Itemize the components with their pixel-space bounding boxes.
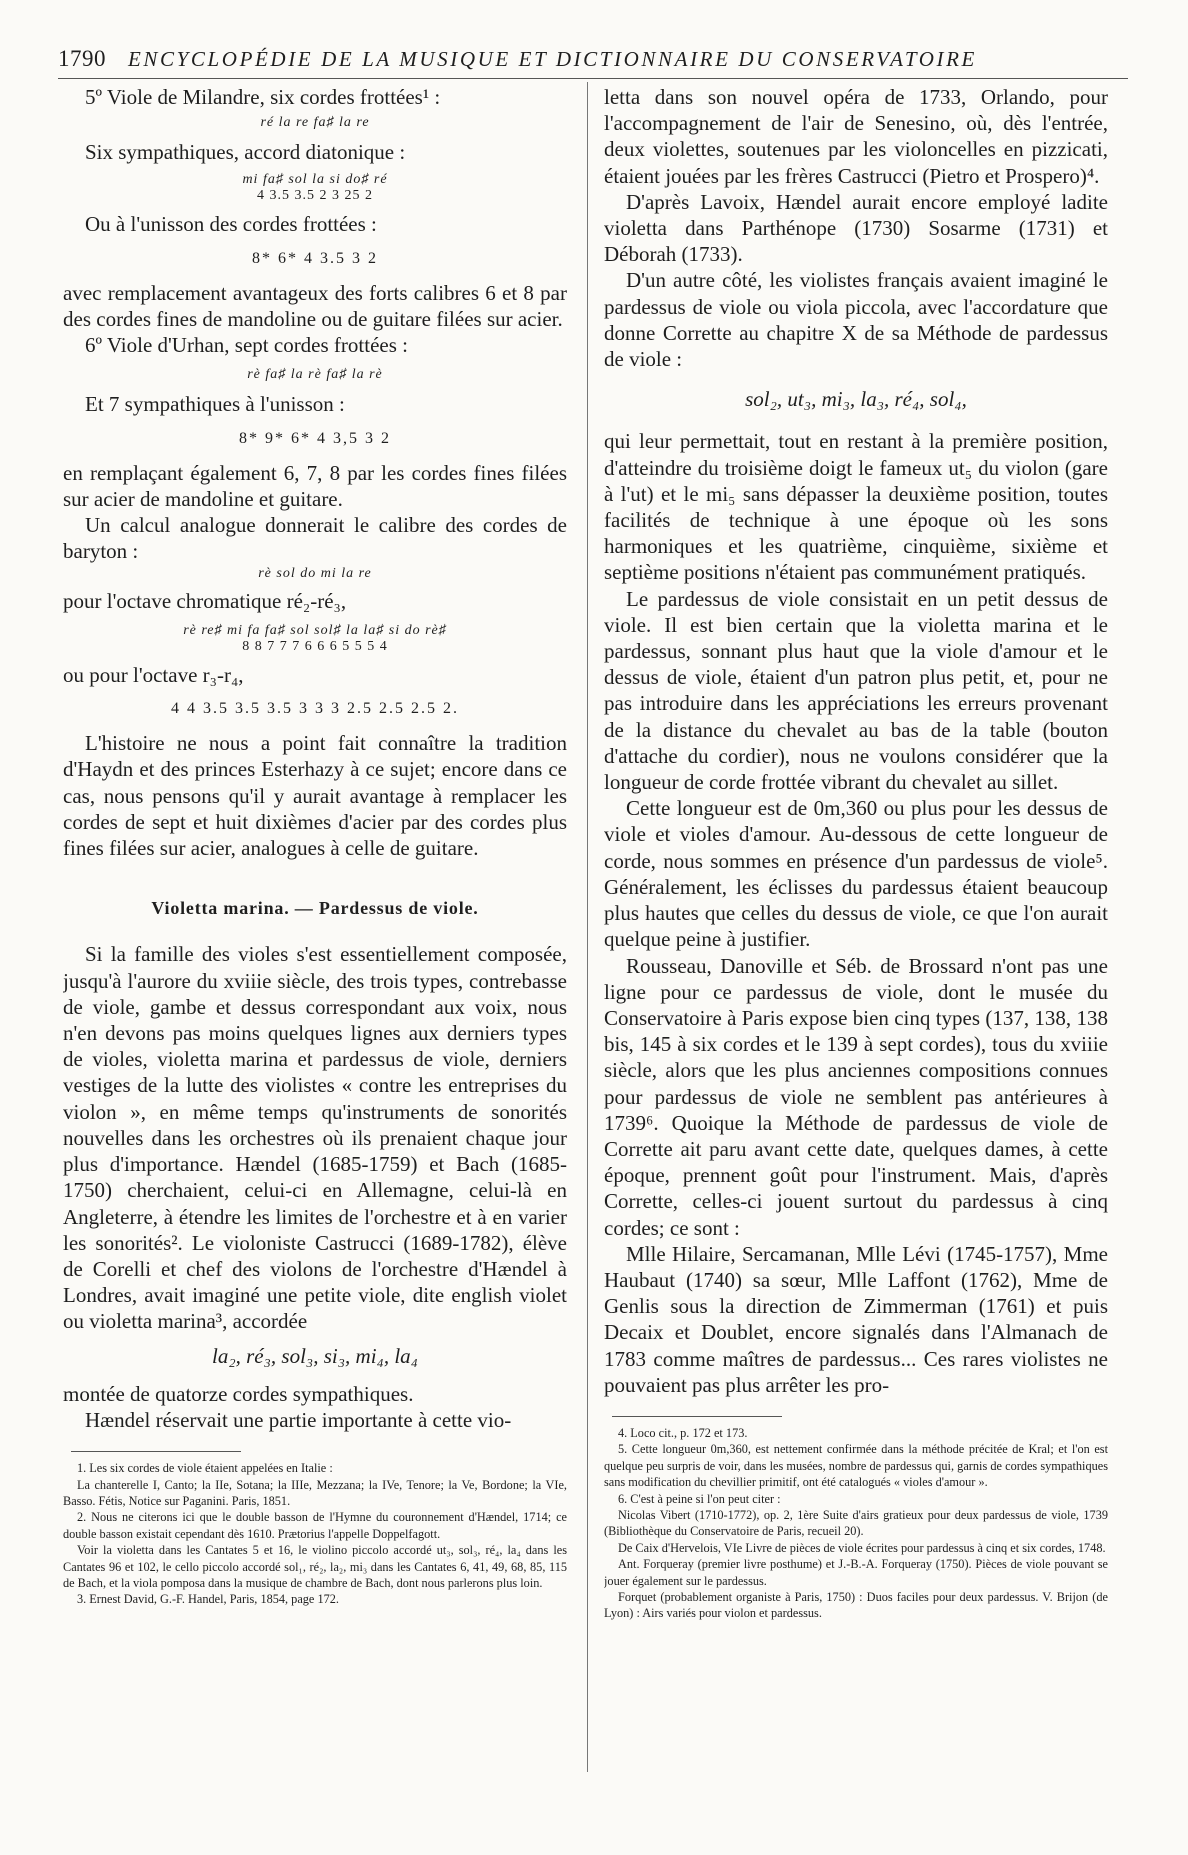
paragraph: qui leur permettait, tout en restant à la première position, d'atteindre du troisième doigt le fameux ut₅ du violon (gare à l'ut) et le mi₅ sans dépasser la deuxième position, toutes facilités de technique à une époque où les sons harmoniques et les quatrième, cinquième, sixième et septième positions n'étaient pas communément pratiqués. <box>604 429 1108 585</box>
accordature-line: la₂, ré₃, sol₃, si₃, mi₄, la₄ <box>212 1343 418 1368</box>
paragraph: Ou à l'unisson des cordes frottées : <box>85 212 377 237</box>
calibre-line: 4 4 3.5 3.5 3.5 3 3 3 2.5 2.5 2.5 2. <box>171 700 459 718</box>
paragraph: pour l'octave chromatique ré₂-ré₃, <box>63 588 347 613</box>
footnotes <box>604 1425 1108 1622</box>
footnote: 1. Les six cordes de viole étaient appelées en Italie : <box>77 1461 333 1476</box>
paragraph: avec remplacement avantageux des forts calibres 6 et 8 par des cordes fines de mandoline ou de guitare filées sur acier. <box>63 280 567 332</box>
paragraph: Le pardessus de viole consistait en un petit dessus de viole. Il est bien certain que la violetta marina et le pardessus, sonnant plus haut que la viole d'amour et le dessus de viole, étaient d'un patron plus petit, et, pour ne pas introduire dans les appréciations les erreurs provenant de la distance du chevalet au bas de la table (bouton d'attache du cordier), nous ne voulons considérer que la longueur de corde frottée vibrant du chevalet au sillet. <box>604 586 1108 795</box>
calibre-line: 8* 6* 4 3.5 3 2 <box>252 249 378 267</box>
right-column <box>604 84 1108 1844</box>
notes-line: rè re♯ mi fa fa♯ sol sol♯ la la♯ si do rè♯ <box>183 622 447 638</box>
paragraph: en remplaçant également 6, 7, 8 par les cordes fines filées sur acier de mandoline et guitare. <box>63 460 567 512</box>
footnote: 2. Nous ne citerons ici que le double basson de l'Hymne du couronnement d'Hændel, 1714; ce double basson existait cependant dès 1610. Prætorius l'appelle Doppelfagott. <box>63 1510 567 1541</box>
paragraph: 6º Viole d'Urhan, sept cordes frottées : <box>85 333 408 358</box>
footnote: De Caix d'Hervelois, VIe Livre de pièces de viole écrites pour pardessus à cinq et six cordes, 1748. <box>618 1540 1106 1555</box>
notes-line: rè sol do mi la re <box>258 565 372 581</box>
left-column <box>63 84 567 1844</box>
footnote: 6. C'est à peine si l'on peut citer : <box>618 1491 781 1506</box>
paragraph: Si la famille des violes s'est essentiellement composée, jusqu'à l'aurore du xviiie siècle, des trois types, contrebasse de viole, gambe et dessus correspondant aux voix, nous n'en devons pas moins quelques lignes aux derniers types de violes, violetta marina et pardessus de viole, derniers vestiges de la lutte des violistes « contre les entreprises du violon », en même temps qu'instruments de sonorités nouvelles dans les orchestres où ils prenaient chaque jour plus d'importance. Hændel (1685-1759) et Bach (1685-1750) cherchaient, celui-ci en Allemagne, celui-là en Angleterre, à étendre les limites de l'orchestre et à en varier les sonorités². Le violoniste Castrucci (1689-1782), élève de Corelli et chef des violons de l'orchestre d'Hændel à Londres, avait imaginé une petite viole, dite english violet ou violetta marina³, accordée <box>63 942 567 1334</box>
footnote-rule <box>71 1451 241 1452</box>
footnote: Ant. Forqueray (premier livre posthume) et J.-B.-A. Forqueray (1750). Pièces de viole pouvant se jouer également sur le pardessus. <box>604 1557 1108 1588</box>
paragraph: ou pour l'octave r₃-r₄, <box>63 662 244 687</box>
footnote: Forquet (probablement organiste à Paris, 1750) : Duos faciles pour deux pardessus. V. Brijon (de Lyon) : Airs variés pour violon et pardessus. <box>604 1590 1108 1621</box>
paragraph: D'après Lavoix, Hændel aurait encore employé ladite violetta dans Parthénope (1730) Sosarme (1731) et Déborah (1733). <box>604 189 1108 267</box>
header-rule <box>58 78 1128 79</box>
notes-line: mi fa♯ sol la si do♯ ré <box>242 172 388 188</box>
column-divider <box>587 82 588 1772</box>
accordature-line: sol₂, ut₃, mi₃, la₃, ré₄, sol₄, <box>745 387 967 412</box>
footnote: La chanterelle I, Canto; la IIe, Sotana; la IIIe, Mezzana; la IVe, Tenore; la Ve, Bordone; la VIe, Basso. Fétis, Notice sur Paganini. Paris, 1851. <box>63 1477 567 1508</box>
footnote: 3. Ernest David, G.-F. Handel, Paris, 1854, page 172. <box>77 1592 339 1607</box>
paragraph: Cette longueur est de 0m,360 ou plus pour les dessus de viole et violes d'amour. Au-dessous de cette longueur de corde, nous sommes en présence d'un pardessus de viole⁵. Généralement, les éclisses du pardessus étaient beaucoup plus hautes que celles du dessus de viole, ce que l'on aurait quelque peine à justifier. <box>604 796 1108 952</box>
calibre-line: 8 8 7 7 7 6 6 6 5 5 5 4 <box>242 638 388 654</box>
footnote: 5. Cette longueur 0m,360, est nettement confirmée dans la méthode précitée de Kral; et l'on est quelque peu surpris de voir, dans les musées, nombre de pardessus qui, garnis de cordes sympathiques sans modification du chevillier primitif, ont été catalogués « violes d'amour ». <box>604 1442 1108 1490</box>
footnote: Voir la violetta dans les Cantates 5 et 16, le violino piccolo accordé ut₃, sol₃, ré₄, la₄ dans les Cantates 96 et 102, le cello piccolo accordé sol₁, ré₂, la₂, mi₃ dans les Cantates 6, 41, 49, 68, 85, 115 de Bach, et la viola pomposa dans la musique de chambre de Bach, dont nous parlerons plus loin. <box>63 1543 567 1590</box>
page-header <box>58 46 1128 72</box>
section-heading: Violetta marina. — Pardessus de viole. <box>151 898 479 919</box>
calibre-line: 4 3.5 3.5 2 3 25 2 <box>257 188 373 204</box>
running-title: ENCYCLOPÉDIE DE LA MUSIQUE ET DICTIONNAIRE DU CONSERVATOIRE <box>128 47 977 71</box>
page-number: 1790 <box>58 46 106 71</box>
calibre-line: 8* 9* 6* 4 3,5 3 2 <box>239 429 391 447</box>
notes-line: rè fa♯ la rè fa♯ la rè <box>247 367 383 383</box>
paragraph: Mlle Hilaire, Sercamanan, Mlle Lévi (1745-1757), Mme Haubaut (1740) sa sœur, Mlle Laffont (1762), Mme de Genlis sous la direction de Zimmerman (1761) et puis Decaix et Doublet, encore signalés dans l'Almanach de 1783 comme maîtres de pardessus... Ces rares violistes ne pouvaient pas plus arrêter les pro- <box>604 1241 1108 1397</box>
paragraph: D'un autre côté, les violistes français avaient imaginé le pardessus de viole ou viola piccola, avec l'accordature que donne Corrette au chapitre X de sa Méthode de pardessus de viole : <box>604 268 1108 372</box>
footnote: 4. Loco cit., p. 172 et 173. <box>618 1425 748 1440</box>
footnote: Nicolas Vibert (1710-1772), op. 2, 1ère Suite d'airs gratieux pour deux pardessus de viole, 1739 (Bibliothèque du Conservatoire de Paris, recueil 20). <box>604 1507 1108 1539</box>
paragraph: Et 7 sympathiques à l'unisson : <box>85 392 345 417</box>
paragraph: L'histoire ne nous a point fait connaître la tradition d'Haydn et des princes Esterhazy à ce sujet; encore dans ce cas, nous pensons qu'il y aurait avantage à remplacer les cordes de sept et huit dixièmes d'acier par des cordes plus fines filées sur acier, analogues à celle de guitare. <box>63 731 567 861</box>
footnote-rule <box>612 1416 782 1417</box>
paragraph: Six sympathiques, accord diatonique : <box>85 140 406 165</box>
notes-line: ré la re fa♯ la re <box>260 115 370 131</box>
paragraph: montée de quatorze cordes sympathiques. <box>63 1381 414 1406</box>
paragraph: Un calcul analogue donnerait le calibre des cordes de baryton : <box>63 513 567 564</box>
paragraph: 5º Viole de Milandre, six cordes frottées¹ : <box>85 85 441 109</box>
paragraph: letta dans son nouvel opéra de 1733, Orlando, pour l'accompagnement de l'air de Senesino, où, dès l'entrée, deux violettes, soutenues par les violoncelles en pizzicati, étaient jouées par les frères Castrucci (Pietro et Prospero)⁴. <box>604 85 1108 188</box>
paragraph: Rousseau, Danoville et Séb. de Brossard n'ont pas une ligne pour ce pardessus de viole, dont le musée du Conservatoire à Paris expose bien cinq types (137, 138, 138 bis, 145 à six cordes et le 139 à sept cordes), tous du xviiie siècle, alors que les plus anciennes compositions connues pour pardessus de viole ne semblent pas antérieures à 1739⁶. Quoique la Méthode de pardessus de viole de Corrette ait paru avant cette date, quelques dames, à cette époque, prennent goût pour l'instrument. Mais, d'après Corrette, celles-ci jouent surtout du pardessus à cinq cordes; ce sont : <box>604 953 1108 1240</box>
paragraph: Hændel réservait une partie importante à cette vio- <box>85 1407 512 1432</box>
footnotes <box>63 1460 567 1608</box>
